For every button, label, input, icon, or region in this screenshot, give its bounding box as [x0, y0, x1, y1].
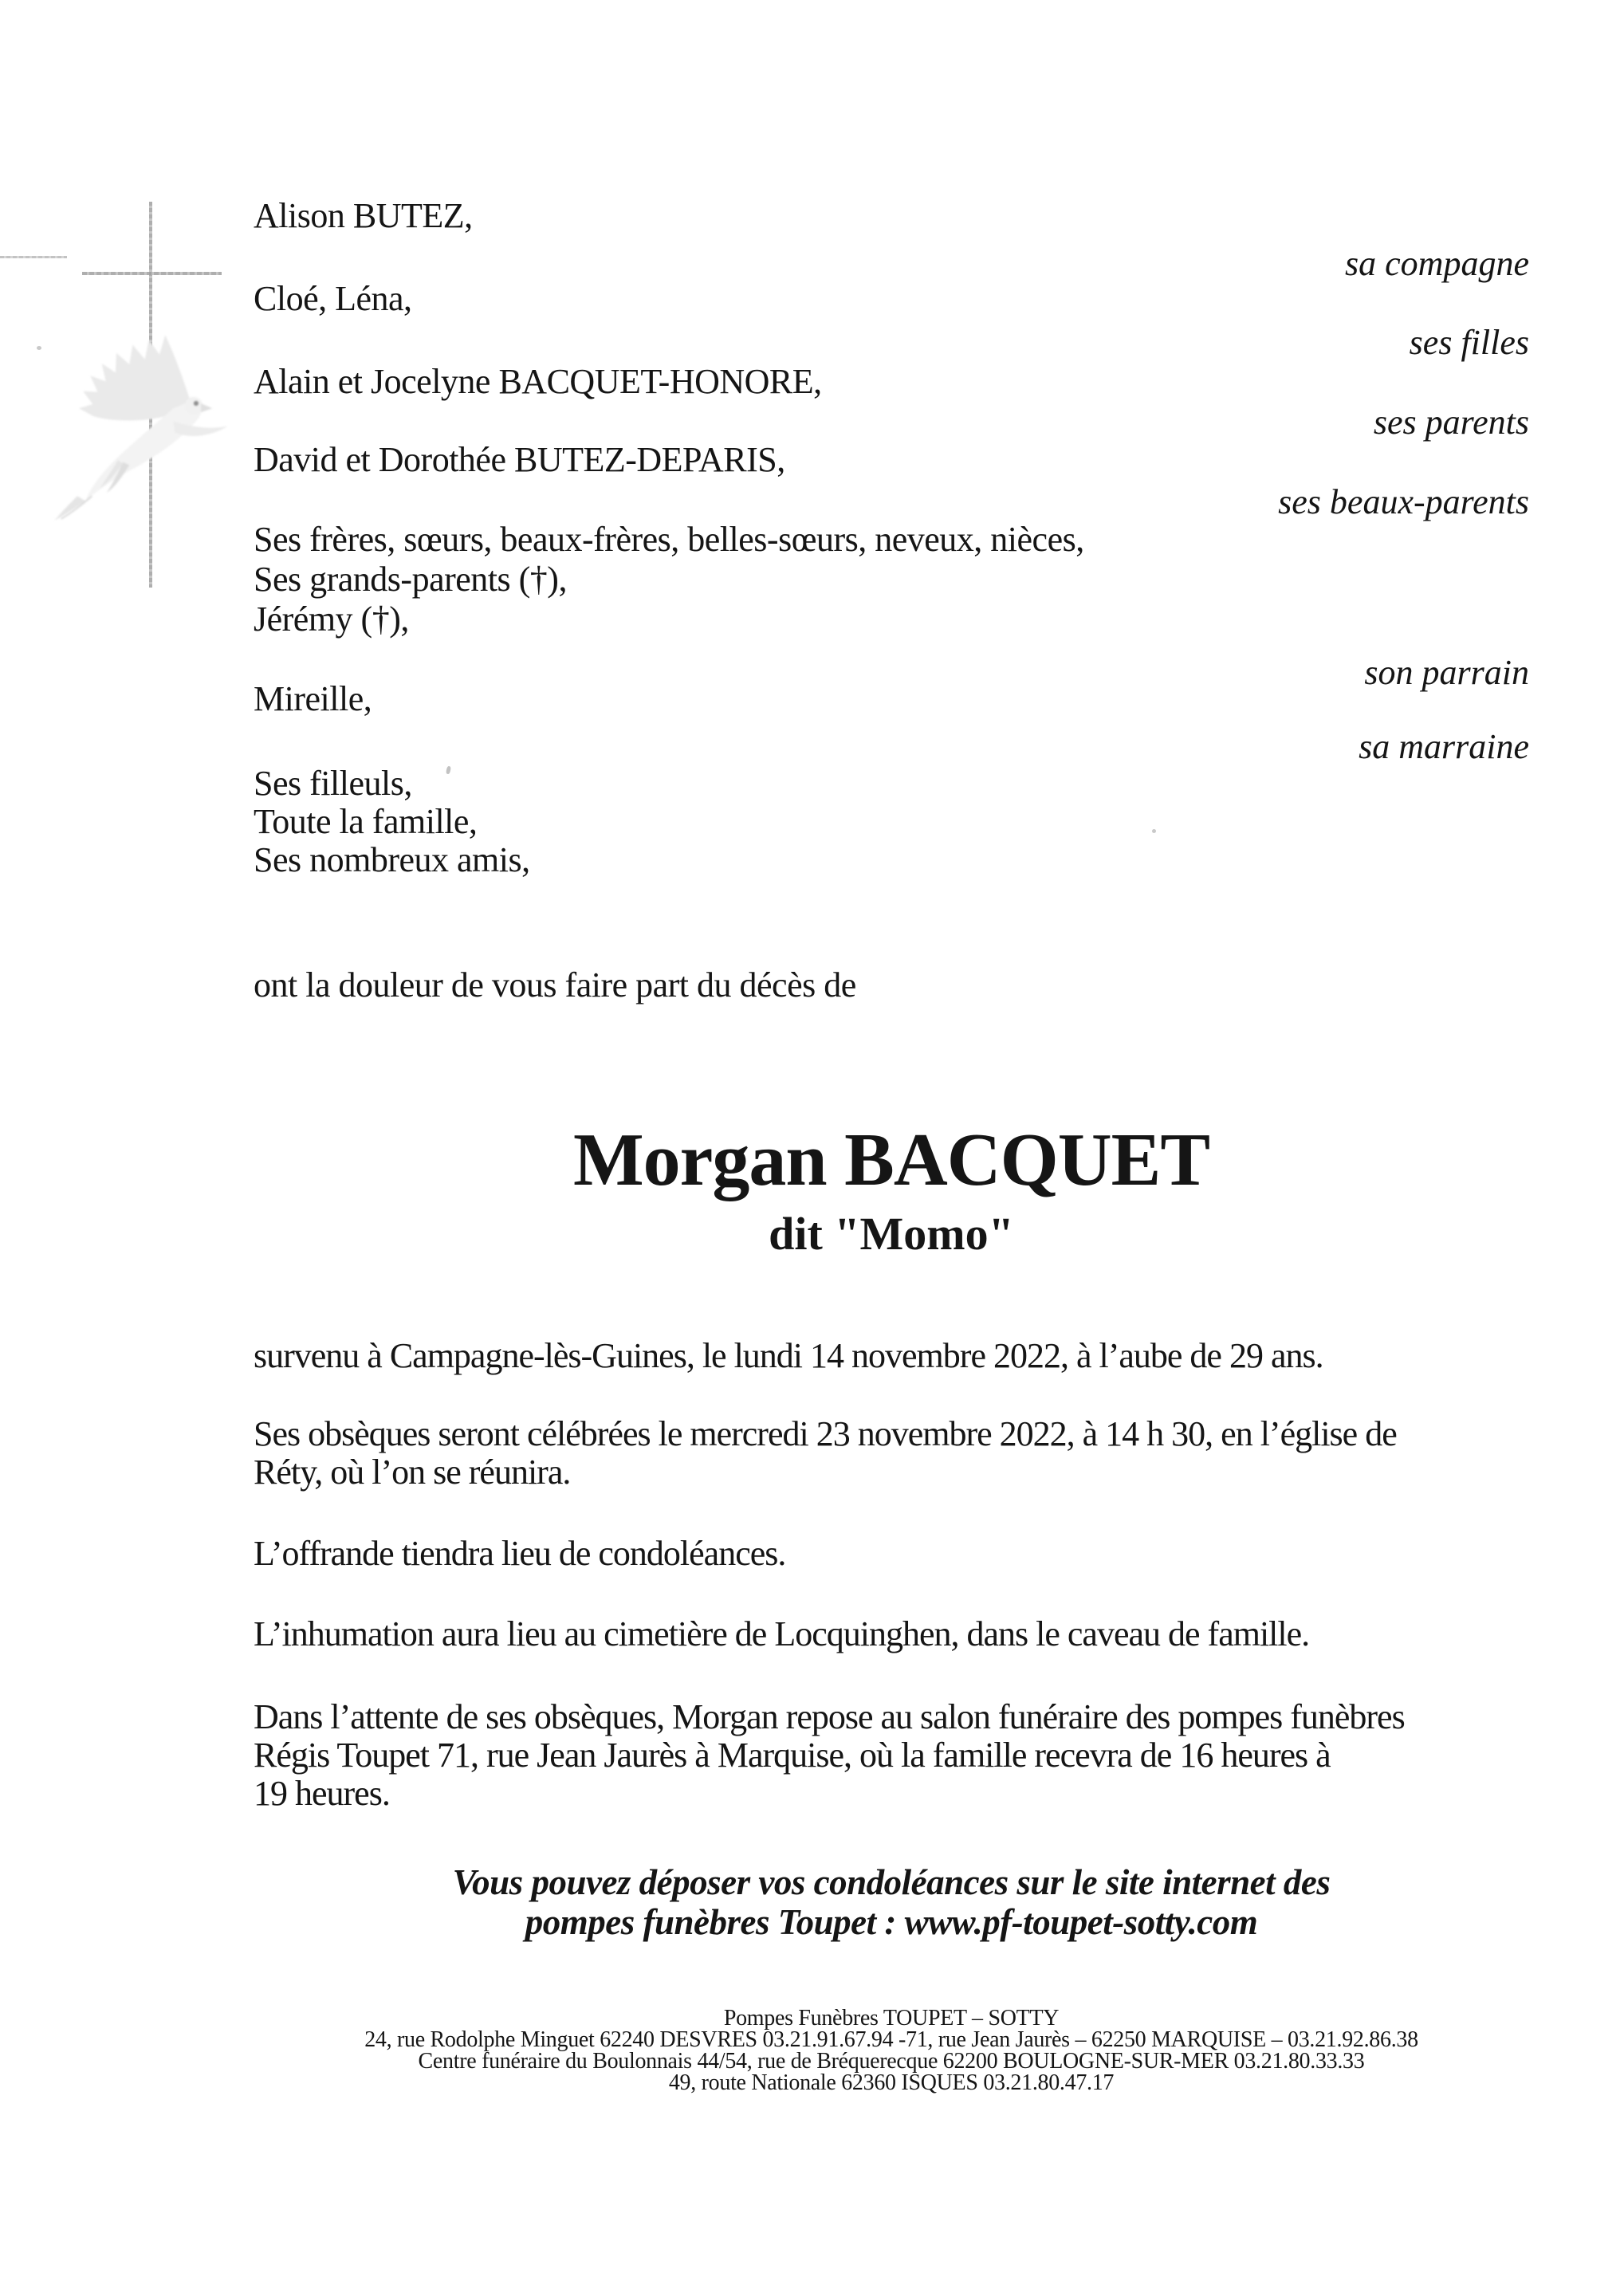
announcer-line: Jérémy (†),: [254, 600, 409, 639]
deceased-nickname: dit "Momo": [769, 1208, 1014, 1260]
announcer-line: Ses nombreux amis,: [254, 840, 530, 879]
scan-artifact-dot: [446, 766, 451, 775]
announcer-line: David et Dorothée BUTEZ-DEPARIS,: [254, 440, 785, 479]
burial-paragraph: [254, 1615, 1529, 1653]
intro-sentence: ont la douleur de vous faire part du décès de: [254, 965, 856, 1005]
funeral-home-address: Centre funéraire du Boulonnais 44/54, rue de Bréquerecque 62200 BOULOGNE-SUR-MER 03.21.80.33.33: [418, 2049, 1365, 2074]
announcer-line: Ses grands-parents (†),: [254, 560, 567, 599]
scan-artifact-dash: [0, 256, 67, 258]
funeral-home-name: Pompes Funèbres TOUPET – SOTTY: [723, 2006, 1060, 2031]
announcer-line: Ses filleuls,: [254, 764, 412, 803]
relation-label: sa marraine: [1359, 727, 1529, 766]
repose-line: 19 heures.: [254, 1774, 390, 1813]
announcer-line: Mireille,: [254, 679, 372, 718]
relation-label: ses filles: [1409, 323, 1529, 362]
funeral-line: Ses obsèques seront célébrées le mercredi 23 novembre 2022, à 14 h 30, en l’église de: [254, 1414, 1397, 1453]
relation-label: son parrain: [1364, 653, 1529, 692]
offering-line: L’offrande tiendra lieu de condoléances.: [254, 1534, 786, 1573]
relation-label: ses parents: [1373, 403, 1529, 442]
funeral-line: Réty, où l’on se réunira.: [254, 1453, 571, 1492]
relation-label: sa compagne: [1345, 244, 1529, 283]
condolences-notice: [254, 1862, 1529, 1942]
announcer-line: Ses frères, sœurs, beaux-frères, belles-sœurs, neveux, nièces,: [254, 520, 1084, 559]
funeral-home-address: 49, route Nationale 62360 ISQUES 03.21.80.47.17: [668, 2070, 1115, 2095]
announcer-line: Alison BUTEZ,: [254, 196, 473, 235]
repose-paragraph: [254, 1698, 1529, 1813]
dove-icon: [38, 327, 238, 522]
funeral-home-footer: [254, 2007, 1529, 2094]
condolences-website-line: pompes funèbres Toupet : www.pf-toupet-sotty.com: [525, 1902, 1258, 1942]
repose-line: Dans l’attente de ses obsèques, Morgan repose au salon funéraire des pompes funèbres: [254, 1697, 1405, 1736]
death-line: survenu à Campagne-lès-Guines, le lundi 14 novembre 2022, à l’aube de 29 ans.: [254, 1336, 1323, 1375]
scan-artifact-dot: [1152, 829, 1156, 833]
announcer-line: Cloé, Léna,: [254, 279, 412, 318]
announcer-line: Toute la famille,: [254, 802, 478, 841]
deceased-name: Morgan BACQUET: [572, 1119, 1210, 1201]
death-paragraph: [254, 1337, 1529, 1375]
burial-line: L’inhumation aura lieu au cimetière de Locquinghen, dans le caveau de famille.: [254, 1614, 1310, 1653]
funeral-home-address: 24, rue Rodolphe Minguet 62240 DESVRES 03.21.91.67.94 -71, rue Jean Jaurès – 62250 MARQUISE – 03.21.92.86.38: [364, 2027, 1418, 2052]
condolences-line: Vous pouvez déposer vos condoléances sur le site internet des: [452, 1862, 1331, 1902]
funeral-paragraph: [254, 1415, 1529, 1492]
latin-cross-icon-bar: [82, 272, 222, 275]
repose-line: Régis Toupet 71, rue Jean Jaurès à Marquise, où la famille recevra de 16 heures à: [254, 1736, 1331, 1775]
offering-paragraph: [254, 1535, 1529, 1573]
announcer-line: Alain et Jocelyne BACQUET-HONORE,: [254, 362, 822, 401]
relation-label: ses beaux-parents: [1278, 482, 1529, 521]
